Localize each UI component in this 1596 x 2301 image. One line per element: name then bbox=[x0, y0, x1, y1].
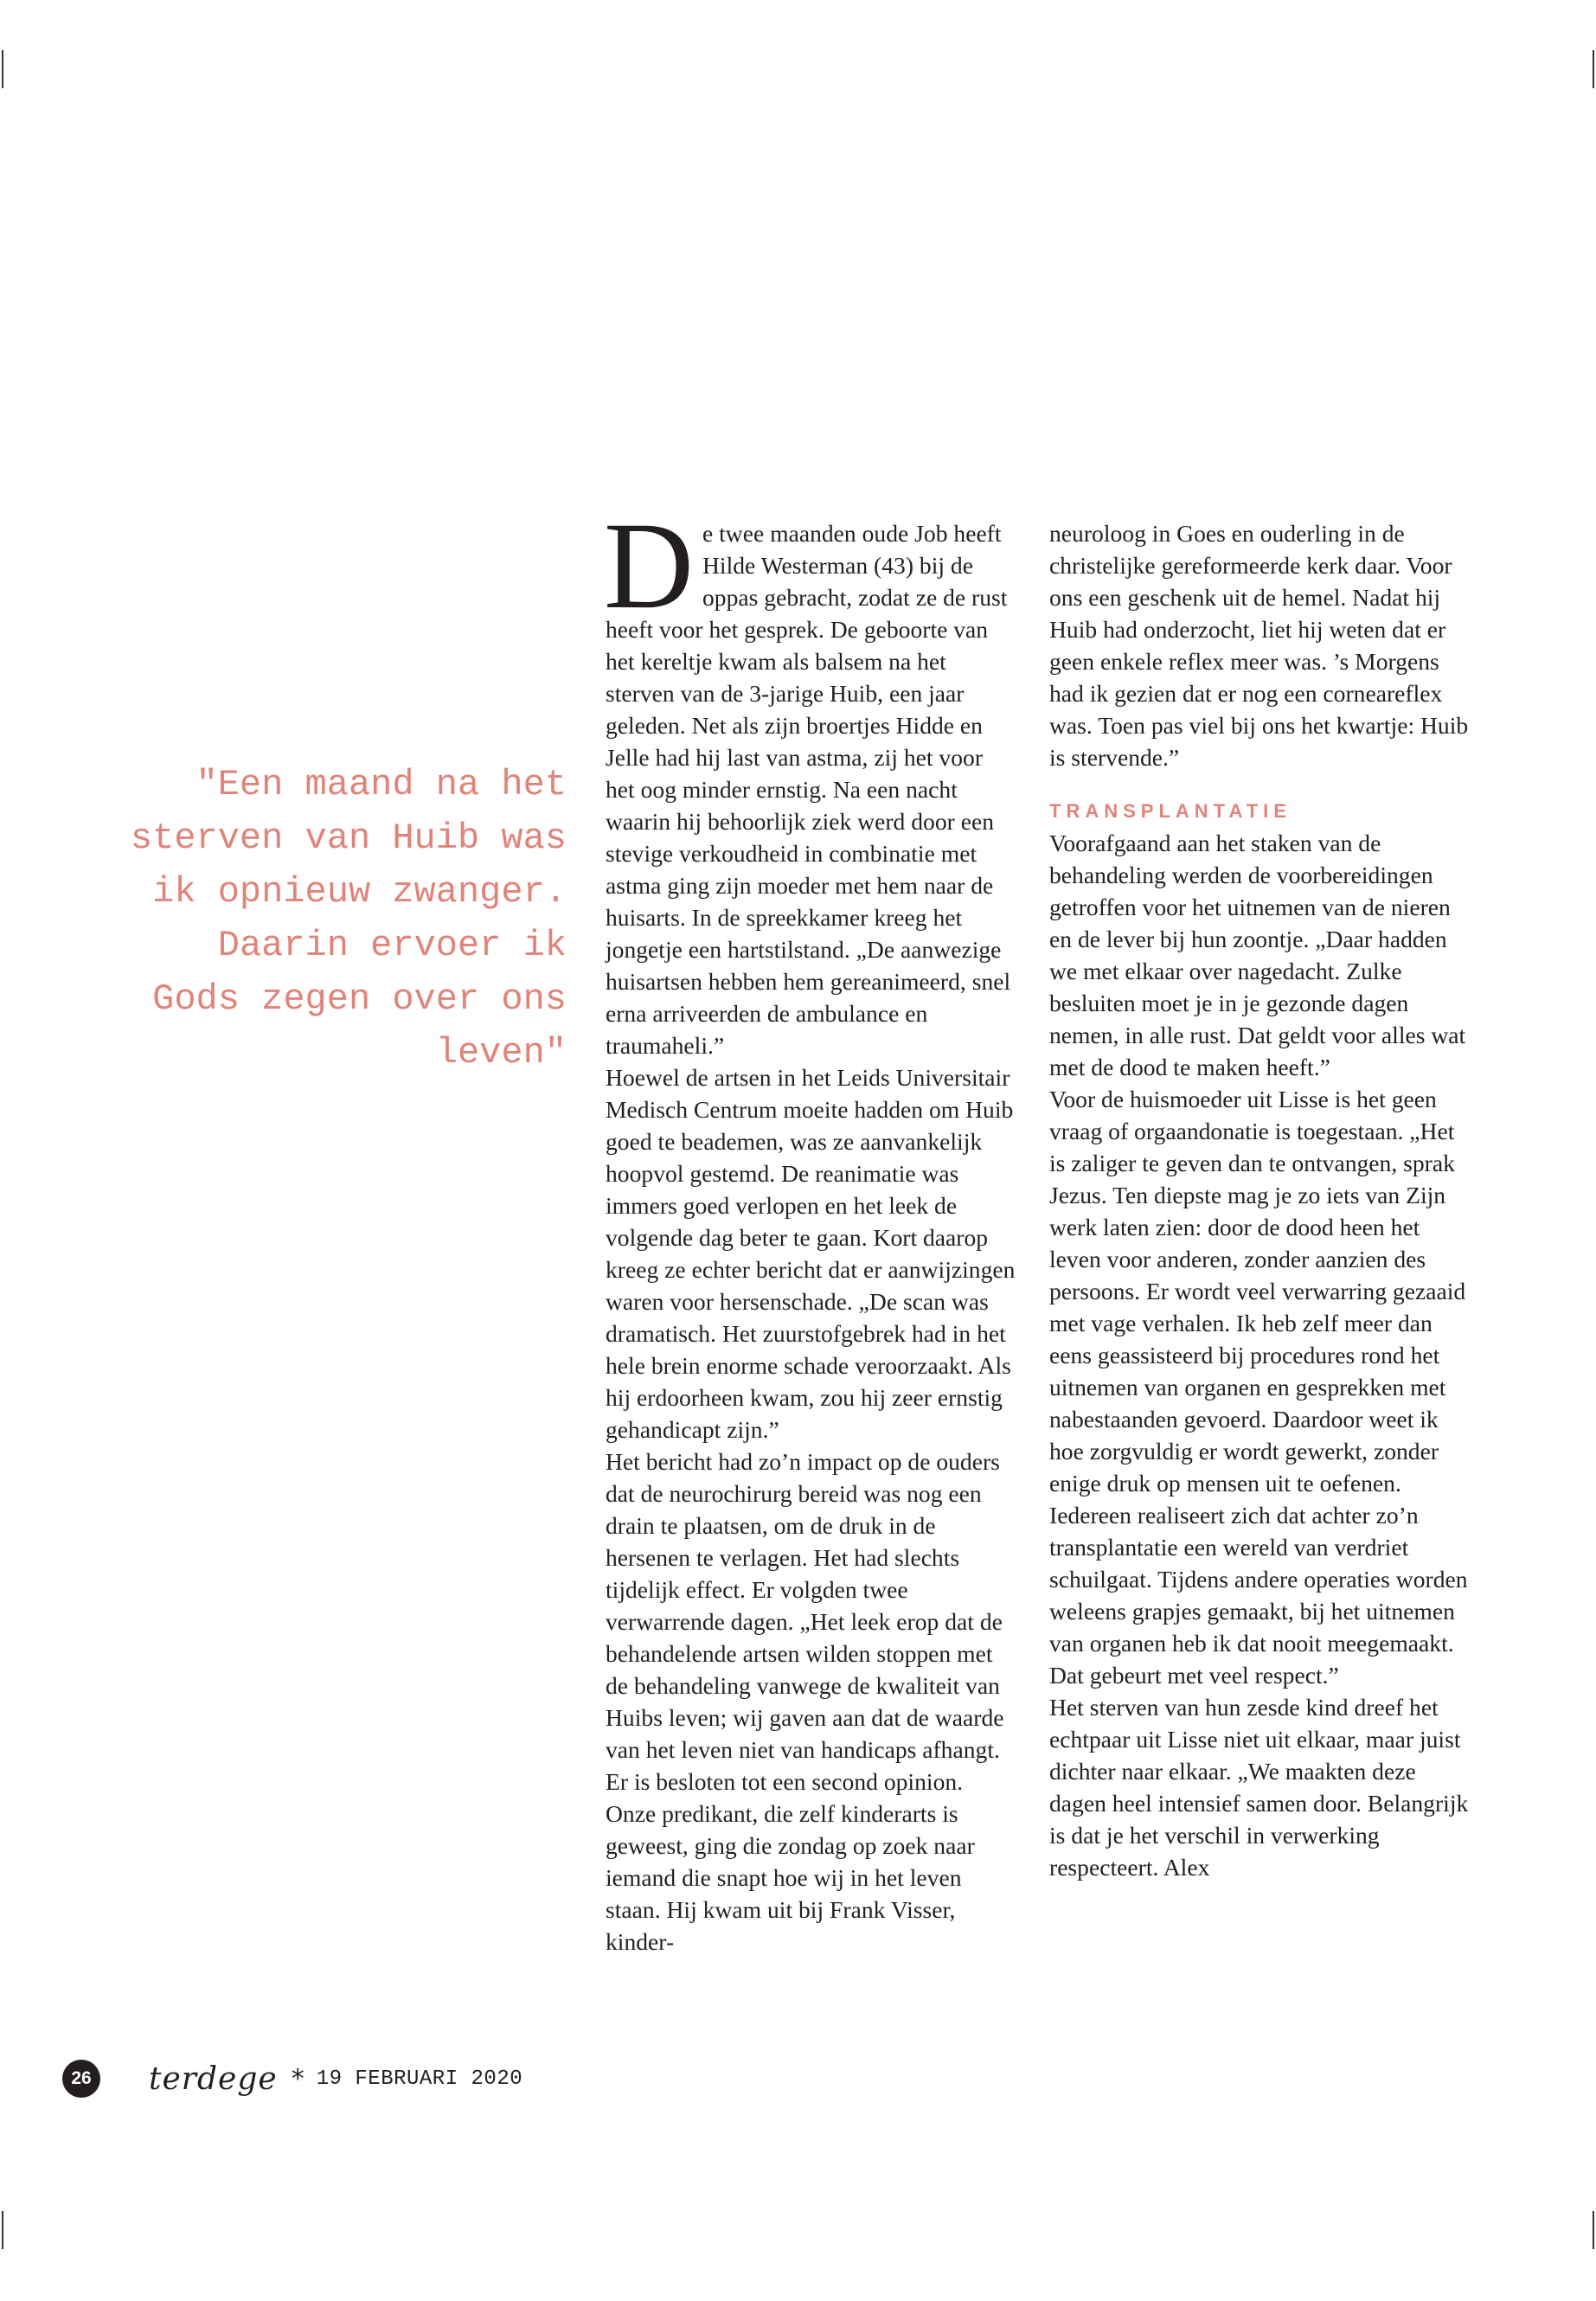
crop-mark-bottom-right bbox=[1593, 2211, 1594, 2249]
article-column-2 bbox=[1049, 517, 1471, 1883]
article-paragraph: Het bericht had zo’n impact op de ouders dat de neurochirurg bereid was nog een drain te plaatsen, om de druk in de hersenen te verlagen. Het had slechts tijdelijk effect. Er volgden twee verwarrende dagen. „Het leek erop dat de behandelende artsen wilden stoppen met de behandeling vanwege de kwaliteit van Huibs leven; wij gaven aan dat de waarde van het leven niet van handicaps afhangt. Er is besloten tot een second opinion. Onze predikant, die zelf kinderarts is geweest, ging die zondag op zoek naar iemand die snapt hoe wij in het leven staan. Hij kwam uit bij Frank Visser, kinder- bbox=[606, 1448, 1004, 1955]
article-paragraph: Voor de huismoeder uit Lisse is het geen vraag of orgaandonatie is toegestaan. „Het is zaliger te geven dan te ontvangen, sprak Jezus. Ten diepste mag je zo iets van Zijn werk laten zien: door de dood heen het leven voor anderen, zonder aanzien des persoons. Er wordt veel verwarring gezaaid met vage verhalen. Ik heb zelf meer dan eens geassisteerd bij procedures rond het uitnemen van organen en gesprekken met nabestaanden gevoerd. Daardoor weet ik hoe zorgvuldig er wordt gewerkt, zonder enige druk op mensen uit te oefenen. Iedereen realiseert zich dat achter zo’n transplantatie een wereld van verdriet schuilgaat. Tijdens andere operaties worden weleens grapjes gemaakt, bij het uitnemen van organen heb ik dat nooit meegemaakt. Dat gebeurt met veel respect.” bbox=[1049, 1086, 1468, 1689]
article-paragraph: neuroloog in Goes en ouderling in de christelijke gereformeerde kerk daar. Voor ons een geschenk uit de hemel. Nadat hij Huib had onderzocht, liet hij weten dat er geen enkele reflex meer was. ’s Morgens had ik gezien dat er nog een corneareflex was. Toen pas viel bij ons het kwartje: Huib is stervende.” bbox=[1049, 520, 1469, 771]
article-paragraph: Hoewel de artsen in het Leids Universitair Medisch Centrum moeite hadden om Huib goed te beademen, was ze aanvankelijk hoopvol gestemd. De reanimatie was immers goed verlopen en het leek de volgende dag beter te gaan. Kort daarop kreeg ze echter bericht dat er aanwijzingen waren voor hersenschade. „De scan was dramatisch. Het zuurstofgebrek had in het hele brein enorme schade veroorzaakt. Als hij erdoorheen kwam, zou hij zeer ernstig gehandicapt zijn.” bbox=[606, 1064, 1016, 1443]
paragraph-text: e twee maanden oude Job heeft Hilde Westerman (43) bij de oppas gebracht, zodat ze de rust heeft voor het gesprek. De geboorte van het kereltje kwam als balsem na het sterven van de 3-jarige Huib, een jaar geleden. Net als zijn broertjes Hidde en Jelle had hij last van astma, zij het voor het oog minder ernstig. Na een nacht waarin hij behoorlijk ziek werd door een stevige verkoudheid in combinatie met astma ging zijn moeder met hem naar de huisarts. In de spreekkamer kreeg het jongetje een hartstilstand. „De aanwezige huisartsen hebben hem gereanimeerd, snel erna arriveerden de ambulance en traumaheli.” bbox=[606, 520, 1011, 1059]
crop-mark-bottom-left bbox=[2, 2211, 3, 2249]
crop-mark-top-right bbox=[1593, 50, 1594, 88]
issue-date: 19 FEBRUARI 2020 bbox=[316, 2067, 523, 2091]
page-footer bbox=[62, 2057, 522, 2100]
page-number-badge: 26 bbox=[62, 2060, 100, 2098]
drop-cap: D bbox=[604, 497, 694, 635]
pull-quote: "Een maand na het sterven van Huib was ik opnieuw zwanger. Daarin ervoer ik Gods zegen over ons leven" bbox=[130, 764, 567, 1074]
section-subhead: TRANSPLANTATIE bbox=[1049, 800, 1292, 822]
article-paragraph bbox=[604, 497, 1016, 1061]
article-paragraph: Voorafgaand aan het staken van de behandeling werden de voorbereidingen getroffen voor het uitnemen van de nieren en de lever bij hun zoontje. „Daar hadden we met elkaar over nagedacht. Zulke besluiten moet je in je gezonde dagen nemen, in alle rust. Dat geldt voor alles wat met de dood te maken heeft.” bbox=[1049, 830, 1466, 1080]
magazine-logo: terdege bbox=[149, 2061, 278, 2097]
asterisk-separator: * bbox=[291, 2063, 304, 2094]
article-paragraph: Het sterven van hun zesde kind dreef het echtpaar uit Lisse niet uit elkaar, maar juist dichter naar elkaar. „We maakten deze dagen heel intensief samen door. Belangrijk is dat je het verschil in verwerking respecteert. Alex bbox=[1049, 1694, 1469, 1881]
article-column-1 bbox=[604, 497, 1016, 1958]
crop-mark-top-left bbox=[2, 50, 3, 88]
